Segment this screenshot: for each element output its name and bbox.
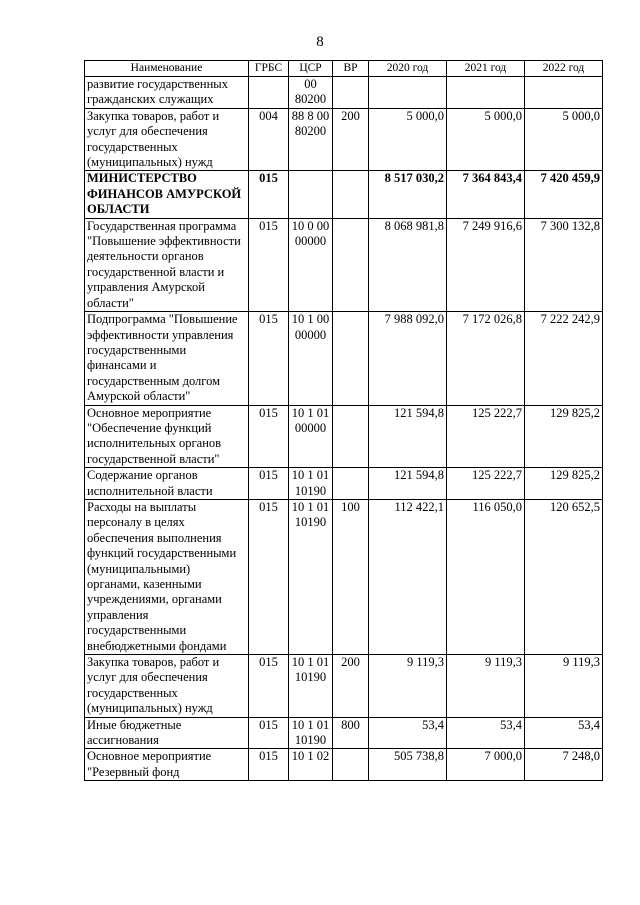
row-grbs: 004 [249,108,289,171]
table-header-row [85,61,603,77]
col-header-2022: 2022 год [525,61,603,77]
row-2021: 53,4 [447,717,525,749]
row-vr [333,312,369,405]
row-csr: 00 80200 [289,77,333,109]
row-2021: 125 222,7 [447,405,525,468]
row-2022: 53,4 [525,717,603,749]
row-2020: 505 738,8 [369,749,447,781]
row-name: Иные бюджетные ассигнования [85,717,249,749]
row-2021: 7 364 843,4 [447,171,525,218]
row-name: МИНИСТЕРСТВО ФИНАНСОВ АМУРСКОЙ ОБЛАСТИ [85,171,249,218]
col-header-2020: 2020 год [369,61,447,77]
row-2021: 5 000,0 [447,108,525,171]
budget-table [84,60,603,781]
row-grbs [249,77,289,109]
row-csr: 10 1 00 00000 [289,312,333,405]
row-grbs: 015 [249,171,289,218]
row-2021: 9 119,3 [447,655,525,718]
row-2020: 5 000,0 [369,108,447,171]
row-vr: 800 [333,717,369,749]
row-csr: 10 1 01 10190 [289,499,333,654]
row-2022: 129 825,2 [525,468,603,500]
row-name: Закупка товаров, работ и услуг для обеспечения государственных (муниципальных) нужд [85,108,249,171]
row-grbs: 015 [249,749,289,781]
row-name: Основное мероприятие "Резервный фонд [85,749,249,781]
row-vr [333,749,369,781]
col-header-2021: 2021 год [447,61,525,77]
row-name: развитие государственных гражданских служащих [85,77,249,109]
row-name: Содержание органов исполнительной власти [85,468,249,500]
row-2022: 129 825,2 [525,405,603,468]
row-2022: 120 652,5 [525,499,603,654]
row-2022: 7 248,0 [525,749,603,781]
row-2022: 7 300 132,8 [525,218,603,311]
table-row [85,108,603,171]
row-name: Закупка товаров, работ и услуг для обеспечения государственных (муниципальных) нужд [85,655,249,718]
row-vr: 200 [333,108,369,171]
row-2021 [447,77,525,109]
row-2020: 9 119,3 [369,655,447,718]
row-csr: 10 1 01 10190 [289,717,333,749]
row-2020 [369,77,447,109]
row-grbs: 015 [249,218,289,311]
row-grbs: 015 [249,717,289,749]
row-name: Расходы на выплаты персоналу в целях обеспечения выполнения функций государственными (муниципальными) органами, казенными учреждениями, органами управления государственными внебюджетными фондами [85,499,249,654]
row-2020: 8 517 030,2 [369,171,447,218]
row-vr [333,468,369,500]
row-2021: 7 172 026,8 [447,312,525,405]
row-csr: 88 8 00 80200 [289,108,333,171]
row-2020: 53,4 [369,717,447,749]
col-header-grbs: ГРБС [249,61,289,77]
table-row [85,749,603,781]
page-number: 8 [316,34,324,50]
row-2021: 116 050,0 [447,499,525,654]
row-2020: 7 988 092,0 [369,312,447,405]
row-2022: 9 119,3 [525,655,603,718]
row-csr: 10 1 01 10190 [289,655,333,718]
row-csr: 10 1 01 00000 [289,405,333,468]
row-2020: 121 594,8 [369,405,447,468]
row-grbs: 015 [249,312,289,405]
row-2021: 125 222,7 [447,468,525,500]
table-row [85,218,603,311]
row-2022 [525,77,603,109]
row-2021: 7 000,0 [447,749,525,781]
row-name: Основное мероприятие "Обеспечение функций исполнительных органов государственной власти" [85,405,249,468]
row-grbs: 015 [249,405,289,468]
row-csr: 10 1 01 10190 [289,468,333,500]
row-grbs: 015 [249,468,289,500]
table-row [85,717,603,749]
row-2020: 121 594,8 [369,468,447,500]
row-2021: 7 249 916,6 [447,218,525,311]
col-header-vr: ВР [333,61,369,77]
row-name: Государственная программа "Повышение эффективности деятельности органов государственной власти и управления Амурской области" [85,218,249,311]
col-header-csr: ЦСР [289,61,333,77]
row-vr [333,171,369,218]
table-row [85,171,603,218]
row-2020: 112 422,1 [369,499,447,654]
row-2022: 7 222 242,9 [525,312,603,405]
row-vr [333,218,369,311]
row-csr [289,171,333,218]
row-vr: 100 [333,499,369,654]
row-grbs: 015 [249,655,289,718]
row-vr [333,77,369,109]
row-name: Подпрограмма "Повышение эффективности управления государственными финансами и государственным долгом Амурской области" [85,312,249,405]
row-2020: 8 068 981,8 [369,218,447,311]
table-row [85,77,603,109]
table-row [85,468,603,500]
row-csr: 10 1 02 [289,749,333,781]
table-row [85,499,603,654]
table-row [85,312,603,405]
row-vr: 200 [333,655,369,718]
table-row [85,655,603,718]
row-vr [333,405,369,468]
row-2022: 7 420 459,9 [525,171,603,218]
row-csr: 10 0 00 00000 [289,218,333,311]
row-grbs: 015 [249,499,289,654]
row-2022: 5 000,0 [525,108,603,171]
table-row [85,405,603,468]
col-header-name: Наименование [85,61,249,77]
